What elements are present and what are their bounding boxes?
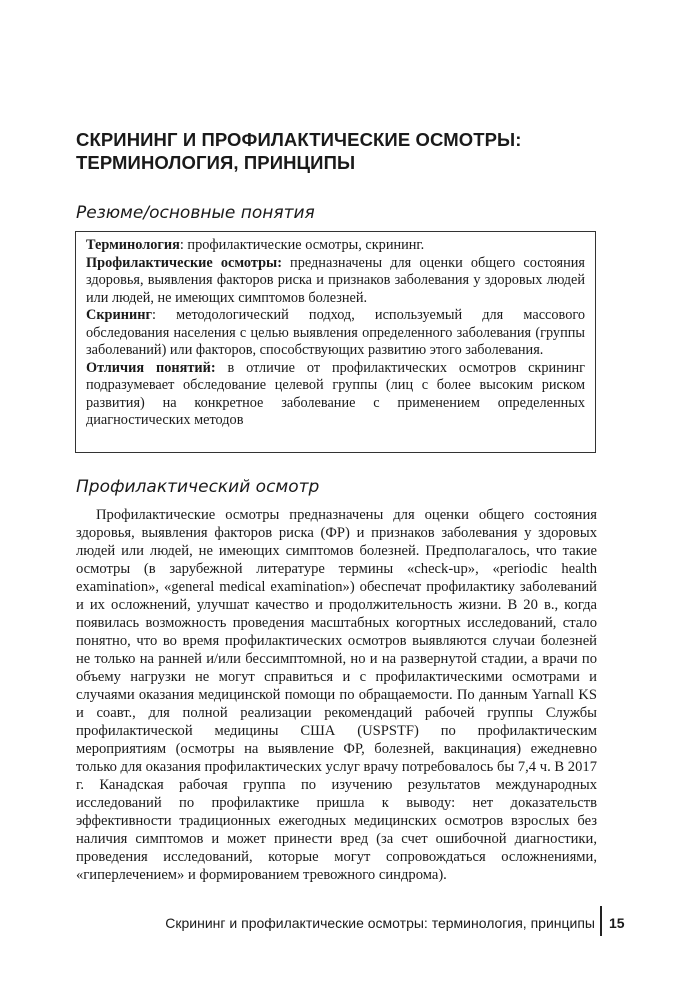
summary-definition: в отличие от профилактических осмотров скрининг подразумевает обследование целевой группы (лиц с более высоким риском развития) на конкретное заболевание с применением определенных диагностических методов bbox=[86, 359, 585, 428]
summary-term: Профилактические осмотры: bbox=[86, 254, 282, 271]
summary-item-preventive-exams bbox=[86, 255, 585, 308]
footer-divider bbox=[600, 906, 602, 936]
summary-definition: : методологический подход, используемый для массового обследования населения с целью выявления определенного заболевания (группы заболеваний) или факторов, способствующих развитию этого заболевания. bbox=[86, 307, 585, 358]
summary-heading: Резюме/основные понятия bbox=[76, 203, 315, 223]
summary-item-terminology bbox=[86, 237, 585, 255]
page-footer bbox=[0, 906, 687, 936]
running-title: Скрининг и профилактические осмотры: терминология, принципы bbox=[165, 915, 595, 931]
summary-term: Скрининг bbox=[86, 307, 152, 323]
preventive-exam-heading: Профилактический осмотр bbox=[76, 477, 320, 497]
summary-term: Терминология bbox=[86, 237, 180, 253]
chapter-title-line-1: СКРИНИНГ И ПРОФИЛАКТИЧЕСКИЕ ОСМОТРЫ: bbox=[76, 129, 522, 150]
chapter-title bbox=[76, 128, 636, 174]
summary-box bbox=[75, 231, 596, 453]
summary-item-differences bbox=[86, 360, 585, 430]
summary-definition: : профилактические осмотры, скрининг. bbox=[179, 237, 425, 253]
page-number: 15 bbox=[609, 915, 625, 931]
preventive-exam-paragraph: Профилактические осмотры предназначены для оценки общего состояния здоровья, выявления факторов риска (ФР) и признаков заболевания у здоровых людей или людей, не имеющих симптомов болезней. Предполагалось, что такие осмотры (в зарубежной литературе термины «check-up», «periodic health examination», «general medical examination») обеспечат профилактику заболеваний и их осложнений, улучшат качество и продолжительность жизни. В 20 в., когда появилась возможность проведения масштабных когортных исследований, стало понятно, что во время профилактических осмотров выявляются случаи болезней не только на ранней и/или бессимптомной, но и на развернутой стадии, а врачи по объему нагрузки не могут справиться и с профилактическими осмотрами и случаями оказания медицинской помощи по обращаемости. По данным Yarnall KS и соавт., для полной реализации рекомендаций рабочей группы Службы профилактической медицины США (USPSTF) по профилактическим мероприятиям (осмотры на выявление ФР, болезней, вакцинация) ежедневно только для оказания профилактических услуг врачу потребовалось бы 7,4 ч. В 2017 г. Канадская рабочая группа по изучению результатов международных исследований по профилактике пришла к выводу: нет доказательств эффективности традиционных ежегодных медицинских осмотров взрослых без наличия симптомов и может принести вред (за счет ошибочной диагностики, проведения исследований, которые могут сопровождаться осложнениями, «гиперлечением» и формированием тревожного синдрома). bbox=[76, 507, 597, 883]
summary-definition: предназначены для оценки общего состояния здоровья, выявления факторов риска и признаков заболевания у здоровых людей или людей, не имеющих симптомов болезней. bbox=[86, 254, 585, 306]
summary-term: Отличия понятий: bbox=[86, 359, 216, 376]
summary-item-screening bbox=[86, 307, 585, 360]
chapter-title-line-2: ТЕРМИНОЛОГИЯ, ПРИНЦИПЫ bbox=[76, 152, 356, 173]
